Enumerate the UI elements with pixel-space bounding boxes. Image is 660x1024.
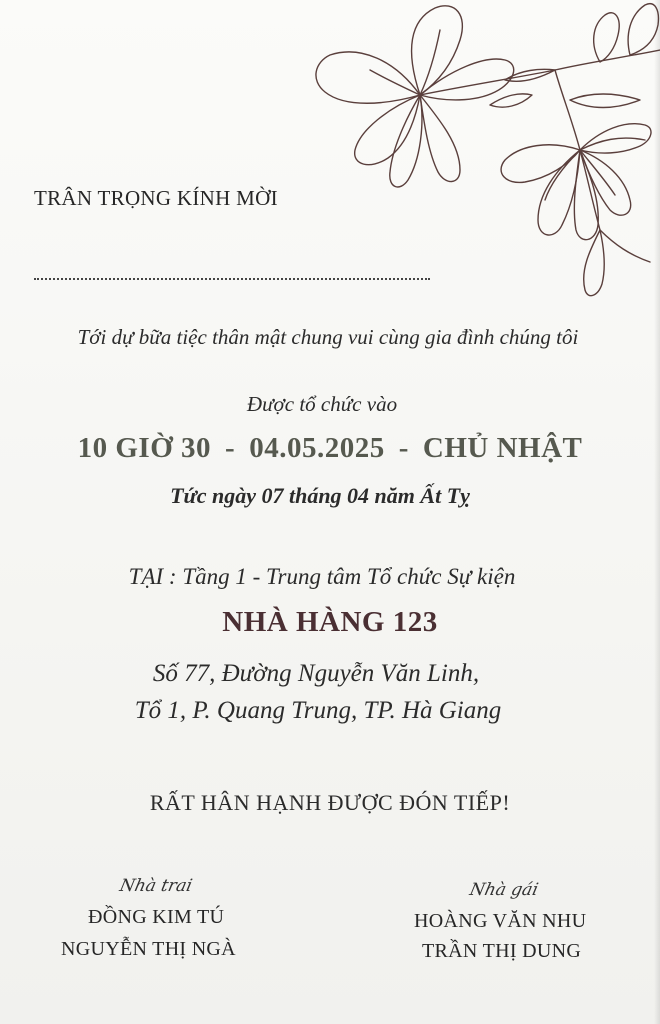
event-date-line <box>0 432 660 465</box>
event-weekday: CHỦ NHẬT <box>422 432 583 464</box>
organized-text: Được tổ chức vào <box>246 392 398 416</box>
venue-name: NHÀ HÀNG 123 <box>222 606 438 638</box>
separator: - <box>225 432 236 464</box>
bride-side-name: TRẦN THỊ DUNG <box>422 940 582 962</box>
groom-side-label: Nhà trai <box>117 876 195 896</box>
separator: - <box>398 432 409 464</box>
groom-side-name: ĐỒNG KIM TÚ <box>88 906 225 928</box>
bride-side-label: Nhà gái <box>467 880 540 900</box>
groom-side-name: NGUYỄN THỊ NGÀ <box>61 938 236 960</box>
event-time: 10 GIỜ 30 <box>77 432 212 464</box>
invite-heading: TRÂN TRỌNG KÍNH MỜI <box>34 186 278 210</box>
magnolia-floral-illustration <box>300 0 660 300</box>
venue-address-line2: Tổ 1, P. Quang Trung, TP. Hà Giang <box>134 697 502 724</box>
bride-side-name: HOÀNG VĂN NHU <box>414 910 587 932</box>
lunar-date: Tức ngày 07 tháng 04 năm Ất Tỵ <box>170 483 470 508</box>
venue-address-line1: Số 77, Đường Nguyễn Văn Linh, <box>152 660 480 687</box>
card-edge-shadow <box>654 0 660 1024</box>
event-date: 04.05.2025 <box>249 432 385 464</box>
welcome-text: RẤT HÂN HẠNH ĐƯỢC ĐÓN TIẾP! <box>149 790 511 815</box>
guest-name-line <box>34 278 430 280</box>
venue-location: TẠI : Tầng 1 - Trung tâm Tổ chức Sự kiện <box>128 564 516 589</box>
invitation-intro: Tới dự bữa tiệc thân mật chung vui cùng gia đình chúng tôi <box>77 325 579 349</box>
